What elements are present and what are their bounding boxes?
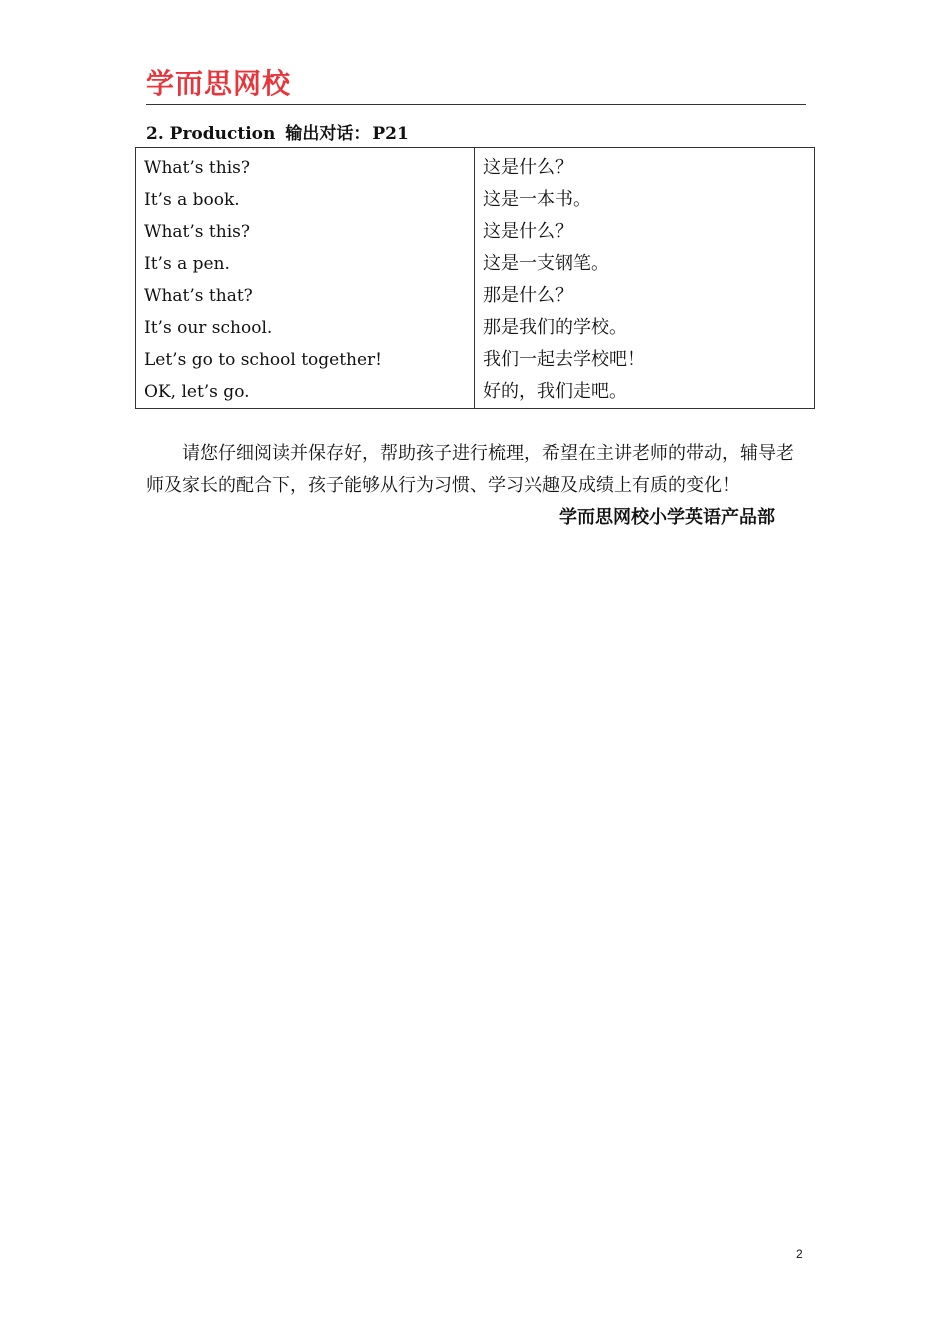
page-number: 2 xyxy=(796,1247,803,1261)
brand-logo: 学而思网校 xyxy=(146,67,292,100)
chinese-column xyxy=(475,148,815,409)
chinese-line: 好的，我们走吧。 xyxy=(483,381,627,402)
chinese-line: 这是什么？ xyxy=(483,221,573,242)
chinese-line: 这是什么？ xyxy=(483,157,573,178)
section-page-ref: P21 xyxy=(372,124,409,144)
english-line: It’s a book. xyxy=(144,190,240,210)
chinese-line: 那是我们的学校。 xyxy=(483,317,627,338)
signature: 学而思网校小学英语产品部 xyxy=(559,507,775,528)
english-line: What’s this? xyxy=(144,158,250,178)
english-line: It’s a pen. xyxy=(144,254,230,274)
english-line: What’s this? xyxy=(144,222,250,242)
table-row xyxy=(136,148,815,409)
english-line: It’s our school. xyxy=(144,318,273,338)
chinese-line: 那是什么？ xyxy=(483,285,573,306)
section-title-en: 2. Production xyxy=(146,124,276,144)
chinese-line: 这是一支钢笔。 xyxy=(483,253,609,274)
section-title-cn: 输出对话： xyxy=(285,124,371,144)
english-line: What’s that? xyxy=(144,286,253,306)
section-title xyxy=(146,122,409,146)
chinese-line: 我们一起去学校吧！ xyxy=(483,349,645,370)
english-line: OK, let’s go. xyxy=(144,382,250,402)
parent-note: 请您仔细阅读并保存好，帮助孩子进行梳理，希望在主讲老师的带动，辅导老师及家长的配合下，孩子能够从行为习惯、学习兴趣及成绩上有质的变化！ xyxy=(146,443,794,496)
header-divider xyxy=(146,104,806,105)
dialogue-table xyxy=(135,147,815,409)
english-line: Let’s go to school together! xyxy=(144,350,383,370)
chinese-line: 这是一本书。 xyxy=(483,189,591,210)
english-column xyxy=(136,148,475,409)
